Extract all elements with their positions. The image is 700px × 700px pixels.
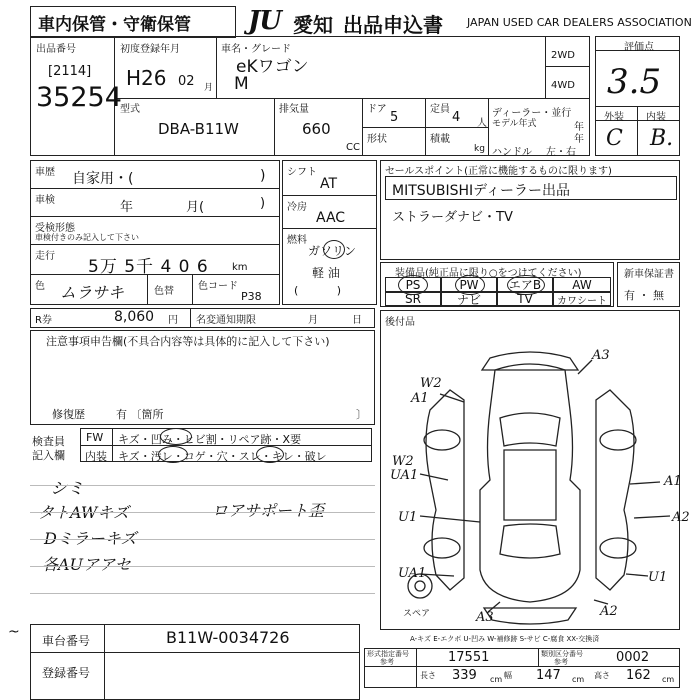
color-code-label: 色コード — [198, 281, 238, 292]
repair-value: 有 〔箇所 — [116, 408, 164, 421]
first-reg-label: 初度登録年月 — [120, 44, 180, 55]
inspection-close: ) — [260, 196, 266, 211]
width-value: 147 — [536, 668, 561, 683]
wheel-rear-left — [424, 538, 460, 558]
int-items: キズ・汚レ・コゲ・穴・スレ・キレ・破レ — [118, 450, 327, 463]
car-right-side — [596, 390, 634, 590]
handle-value: 左・右 — [546, 147, 576, 158]
cm-2: cm — [572, 675, 585, 684]
rating-label: 評価点 — [624, 42, 654, 53]
color-label: 色 — [35, 281, 45, 292]
diag-ua1-left: UA1 — [390, 468, 419, 483]
note-mirror: Dミラーキズ — [44, 529, 137, 548]
inspection-year: 年 — [120, 200, 134, 215]
selling-line2: ストラーダナビ・TV — [392, 210, 513, 225]
car-name: eKワゴン — [236, 57, 309, 77]
year-unit1: 年 — [574, 122, 584, 133]
exterior-grade: C — [606, 126, 623, 151]
diag-a3-bottom: A3 — [476, 610, 494, 625]
equipment-label: 装備品(純正品に限り○をつけてください) — [395, 268, 582, 279]
car-left-side — [426, 390, 464, 590]
storage-label: 車内保管・守衛保管 — [38, 15, 191, 35]
inspector-label-2: 記入欄 — [32, 449, 65, 462]
stain-circle — [158, 446, 188, 463]
equip-pw: PW — [441, 277, 497, 292]
drive-4wd: 4WD — [551, 80, 575, 91]
note-aw-each: 各AUアアセ — [42, 555, 131, 574]
wheel-front-right — [600, 430, 636, 450]
car-name-label: 車名・グレード — [221, 44, 291, 55]
cm-3: cm — [662, 675, 675, 684]
ju-logo: JU — [248, 6, 281, 36]
car-windshield — [500, 413, 560, 446]
diag-ua1-bottom-left: UA1 — [398, 566, 427, 581]
marker-u1-right — [626, 574, 648, 576]
int-label: 内装 — [85, 450, 107, 463]
recycle-yen: 円 — [168, 315, 178, 326]
displacement-label: 排気量 — [279, 104, 309, 115]
exterior-label: 外装 — [604, 112, 624, 123]
inspector-label-1: 検査員 — [32, 435, 65, 448]
height-value: 162 — [626, 668, 651, 683]
displacement-value: 660 — [302, 120, 331, 138]
selling-points-label: セールスポイント(正常に機能するものに限ります) — [385, 166, 612, 177]
interior-grade: B. — [650, 126, 674, 151]
ac-label: 冷房 — [287, 202, 307, 213]
car-roof — [504, 450, 556, 520]
fuel-label: 燃料 — [287, 235, 307, 246]
lot-number: 35254 — [36, 82, 122, 113]
reception-label: 受検形態 — [35, 223, 75, 234]
ref-label: 参考 — [380, 658, 394, 666]
cm-1: cm — [490, 675, 503, 684]
chassis-value: B11W-0034726 — [166, 628, 290, 647]
name-change-month: 月 — [308, 315, 318, 326]
name-change-day: 日 — [352, 315, 362, 326]
car-grade: M — [234, 74, 249, 94]
diag-spare: スペア — [403, 609, 431, 619]
car-top-outline — [480, 364, 580, 602]
shape-label: 形状 — [367, 134, 387, 145]
ac-value: AAC — [316, 210, 346, 226]
reception-note: 車検付きのみ記入して下さい — [35, 233, 139, 242]
equip-airbag: エアB — [497, 277, 553, 292]
equip-sr: SR — [385, 292, 441, 306]
diag-a2-right: A2 — [672, 510, 690, 525]
history-close: ) — [260, 168, 266, 184]
car-front-view — [482, 352, 578, 370]
diag-a1-right: A1 — [664, 474, 682, 489]
diag-a3-top: A3 — [592, 348, 610, 363]
marker-a3-top — [578, 360, 592, 374]
history-label: 車歴 — [35, 167, 55, 178]
handle-label: ハンドル — [492, 147, 532, 158]
interior-label: 内装 — [646, 112, 666, 123]
recycle-value: 8,060 — [114, 309, 155, 325]
damage-legend: A-キズ E-エクボ U-凹み W-補修跡 S-サビ C-腐食 XX-交換済 — [410, 635, 600, 643]
length-value: 339 — [452, 668, 477, 683]
height-label: 高さ — [594, 671, 610, 680]
width-label: 幅 — [504, 671, 512, 680]
shift-value: AT — [320, 176, 338, 192]
person-unit: 人 — [477, 118, 487, 129]
cc-unit: CC — [346, 142, 360, 153]
warranty-value: 有 ・ 無 — [624, 289, 664, 302]
reg-month-unit: 月 — [204, 83, 214, 93]
drive-2wd: 2WD — [551, 50, 575, 61]
doors-value: 5 — [390, 110, 399, 125]
ref2-label: 参考 — [554, 658, 568, 666]
diag-w2-left: W2 — [392, 454, 414, 469]
equip-aw: AW — [553, 277, 611, 292]
marker-a1-right — [630, 482, 660, 484]
marker-u1-left — [420, 516, 480, 522]
chassis-label: 車台番号 — [42, 634, 91, 648]
fuel-circle — [323, 240, 345, 259]
fuel-diesel: 軽 油 — [312, 266, 340, 280]
load-label: 積載 — [430, 134, 450, 145]
type-value: 17551 — [448, 650, 490, 665]
wheel-rear-right — [600, 538, 636, 558]
inspection-month: 月( — [186, 200, 205, 215]
length-label: 長さ — [420, 671, 436, 680]
fw-label: FW — [86, 431, 104, 444]
diag-w2: W2 — [420, 376, 442, 391]
recycle-label: R券 — [35, 315, 52, 326]
reg-month: 02 — [178, 74, 195, 89]
repair-close: 〕 — [356, 408, 367, 421]
selling-line1: MITSUBISHIディーラー出品 — [392, 183, 571, 199]
lot-sub: [2114] — [48, 64, 92, 79]
lot-number-label: 出品番号 — [36, 44, 76, 55]
history-value: 自家用・( — [72, 171, 134, 187]
fuel-paren: ( ) — [294, 284, 342, 297]
wheel-front-left — [424, 430, 460, 450]
color-change-label: 色替 — [154, 286, 174, 297]
type-label: 形式指定番号 — [367, 650, 409, 658]
year-unit2: 年 — [574, 134, 584, 145]
model-year-label: モデル年式 — [492, 119, 537, 129]
reg-year: H26 — [126, 66, 167, 90]
note-aw-scratch: タトAWキズ — [38, 503, 130, 522]
ps-circle — [398, 275, 428, 295]
pw-circle — [455, 275, 485, 295]
doors-label: ドア — [367, 104, 387, 115]
mileage-label: 走行 — [35, 251, 55, 262]
association-name: JAPAN USED CAR DEALERS ASSOCIATION — [467, 16, 692, 29]
car-rear-window — [500, 524, 560, 558]
fw-items: キズ・凹み・ヒビ割・リペア跡・X要 — [118, 433, 302, 446]
form-title: 出品申込書 — [343, 13, 443, 37]
equip-leather: カワシート — [553, 292, 611, 306]
marker-a2-right — [634, 516, 670, 518]
km-unit: km — [232, 262, 248, 273]
capacity-value: 4 — [452, 110, 461, 125]
car-rear-view — [484, 608, 576, 624]
model-code: DBA-B11W — [158, 120, 239, 138]
fuel-gasoline: ガソリン — [308, 244, 357, 258]
shift-label: シフト — [287, 167, 317, 178]
note-stain: シミ — [50, 479, 84, 499]
mileage-value: 5万 5千 4 0 6 — [88, 257, 209, 277]
dent-circle — [160, 428, 192, 445]
equip-tv: TV — [497, 292, 553, 306]
capacity-label: 定員 — [430, 104, 450, 115]
model-label: 型式 — [120, 104, 140, 115]
kg-unit: kg — [474, 144, 485, 154]
equip-navi: ナビ — [441, 292, 497, 306]
handwritten-mark: ~ — [8, 624, 20, 640]
diag-u1-left: U1 — [398, 510, 418, 525]
color-code-value: P38 — [241, 290, 262, 303]
equip-ps: PS — [385, 277, 441, 292]
warranty-label: 新車保証書 — [624, 269, 674, 280]
scuff-circle — [256, 446, 284, 463]
color-value: ムラサキ — [60, 283, 125, 302]
note-lower-support: ロアサポート歪 — [212, 501, 325, 520]
dealer-label: ディーラー・並行 — [492, 108, 572, 119]
rating-value: 3.5 — [607, 62, 662, 102]
org-name: 愛知 — [293, 13, 333, 37]
class-label: 類別区分番号 — [541, 650, 583, 658]
name-change-label: 名変通知期限 — [196, 315, 256, 326]
diag-u1-right: U1 — [648, 570, 668, 585]
notes-label: 注意事項申告欄(不具合内容等は具体的に記入して下さい) — [46, 335, 330, 348]
airbag-circle — [507, 275, 545, 295]
class-value: 0002 — [616, 650, 650, 665]
marker-ua1 — [420, 474, 448, 480]
inspection-label: 車検 — [35, 195, 55, 206]
diag-a2-bottom: A2 — [600, 604, 618, 619]
reg-number-label: 登録番号 — [42, 666, 91, 680]
aftermarket-label: 後付品 — [385, 317, 415, 328]
repair-label: 修復歴 — [52, 408, 85, 421]
diag-a1-top: A1 — [411, 391, 429, 406]
